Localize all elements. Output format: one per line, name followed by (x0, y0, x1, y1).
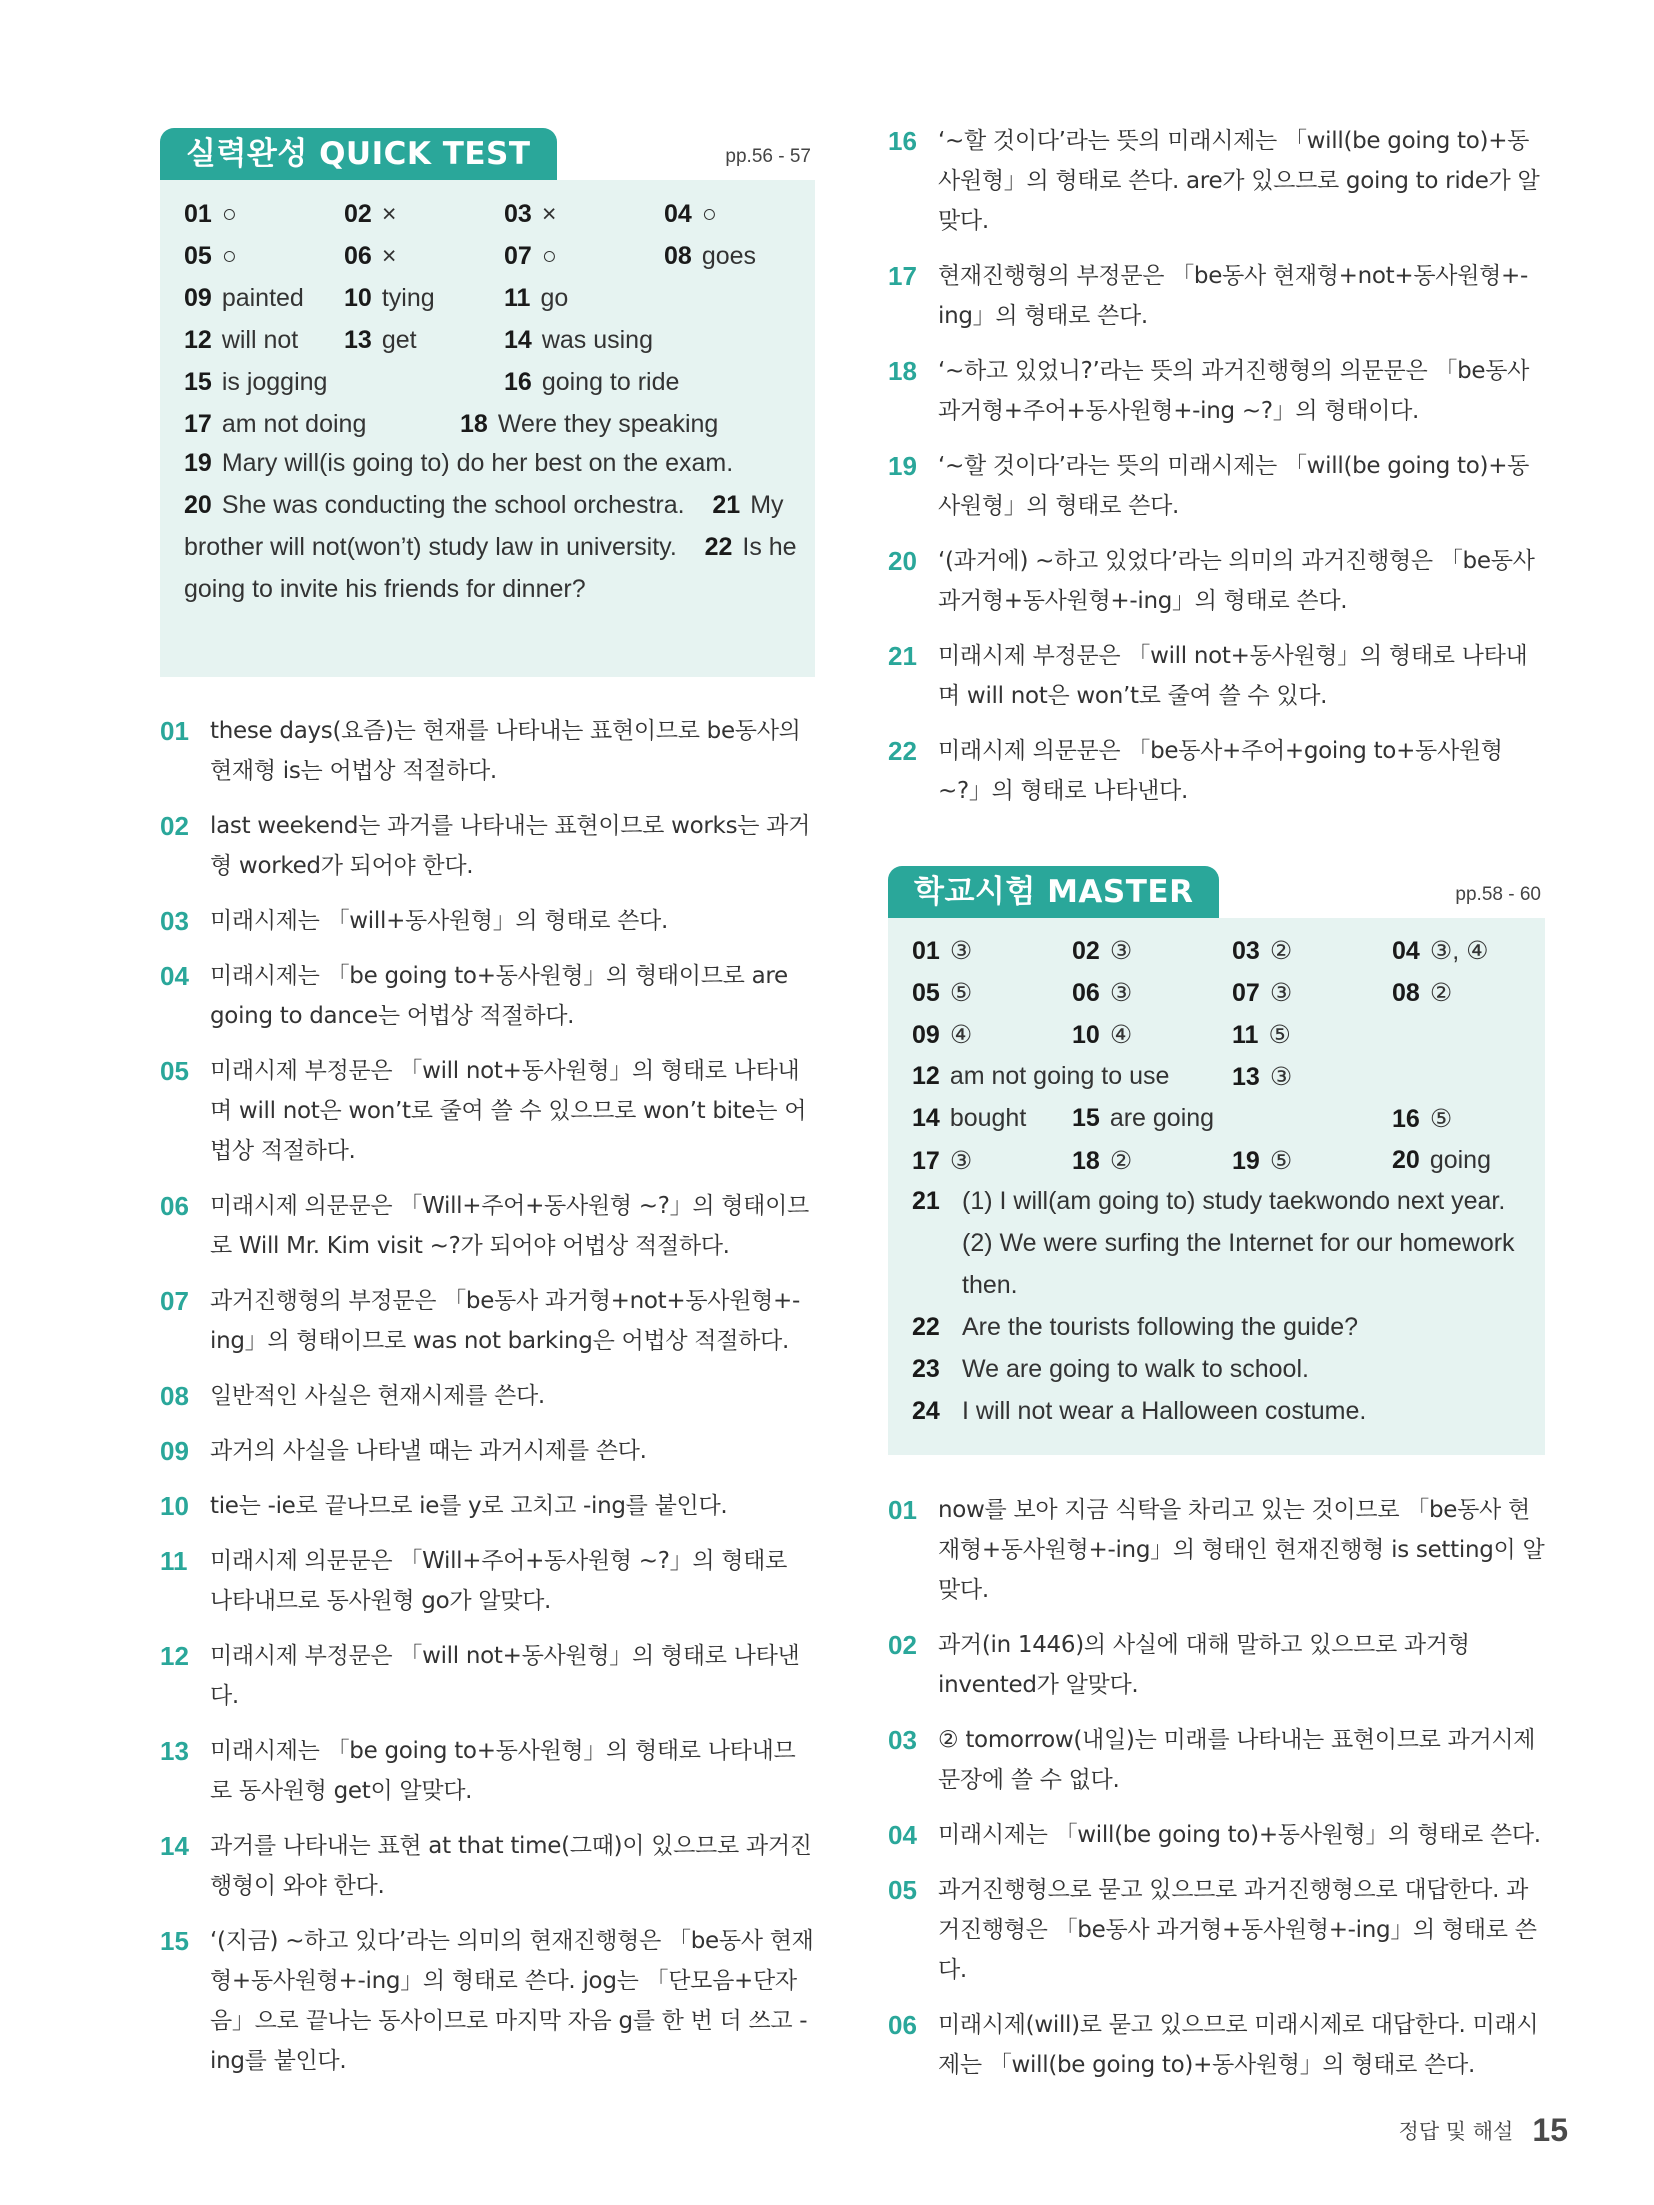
school-master-title: 학교시험 MASTER (888, 866, 1219, 918)
page-number: 15 (1532, 2112, 1568, 2148)
school-master-answer-box (888, 918, 1545, 1455)
answer-item: 07 ○ (504, 242, 557, 270)
explanation-item: 13 미래시제는 「be going to+동사원형」의 형태로 나타내므로 동사원형 get이 알맞다. (160, 1736, 796, 1804)
answer-item: 01 ○ (184, 200, 237, 228)
quick-test-explanations (160, 711, 815, 2096)
long-answers (184, 442, 799, 610)
answer-item: 17 am not doing (184, 410, 367, 438)
school-master-header (888, 866, 1545, 918)
answer-item: 12 will not (184, 326, 299, 354)
answer-item: 08 ② (1392, 979, 1453, 1007)
explanation-item: 06 미래시제 의문문은 「Will+주어+동사원형 ~?」의 형태이므로 Will Mr. Kim visit ~?가 되어야 어법상 적절하다. (160, 1191, 809, 1259)
explanation-item: 05 미래시제 부정문은 「will not+동사원형」의 형태로 나타내며 will not은 won’t로 줄여 쓸 수 있으므로 won’t bite는 어법상 적절하다. (160, 1056, 807, 1164)
explanation-item: 20 ‘(과거에) ~하고 있었다’라는 의미의 과거진행형은 「be동사 과거형+동사원형+-ing」의 형태로 쓴다. (888, 546, 1535, 614)
answer-item: 13 ③ (1232, 1063, 1293, 1091)
explanation-item: 14 과거를 나타내는 표현 at that time(그때)이 있으므로 과거진행형이 와야 한다. (160, 1831, 812, 1899)
explanation-item: 01 now를 보아 지금 식탁을 차리고 있는 것이므로 「be동사 현재형+동사원형+-ing」의 형태인 현재진행형 is setting이 알맞다. (888, 1495, 1545, 1603)
quick-test-pages: pp.56 - 57 (725, 146, 811, 167)
explanation-item: 03 ② tomorrow(내일)는 미래를 나타내는 표현이므로 과거시제 문장에 쓸 수 없다. (888, 1725, 1536, 1793)
explanation-item: 19 ‘~할 것이다’라는 뜻의 미래시제는 「will(be going to)+동사원형」의 형태로 쓴다. (888, 451, 1530, 519)
answer-item: 09 ④ (912, 1021, 973, 1049)
explanation-item: 17 현재진행형의 부정문은 「be동사 현재형+not+동사원형+-ing」의 형태로 쓴다. (888, 261, 1529, 329)
quick-test-title: 실력완성 QUICK TEST (160, 128, 557, 180)
explanation-item: 04 미래시제는 「will(be going to)+동사원형」의 형태로 쓴다. (888, 1820, 1541, 1850)
quick-test-explanations-continued (888, 121, 1545, 826)
explanation-item: 11 미래시제 의문문은 「Will+주어+동사원형 ~?」의 형태로 나타내므로 동사원형 go가 알맞다. (160, 1546, 787, 1614)
explanation-item: 10 tie는 -ie로 끝나므로 ie를 y로 고치고 -ing를 붙인다. (160, 1491, 728, 1521)
explanation-item: 04 미래시제는 「be going to+동사원형」의 형태이므로 are going to dance는 어법상 적절하다. (160, 961, 788, 1029)
answer-item: 01 ③ (912, 937, 973, 965)
quick-test-answer-box (160, 180, 815, 677)
answer-item: 20 going (1392, 1146, 1491, 1174)
answer-item: 24 I will not wear a Halloween costume. (912, 1397, 1367, 1425)
answer-item: 22 Are the tourists following the guide? (912, 1313, 1359, 1341)
answer-item: 21 (1) I will(am going to) study taekwondo next year. (2) We were surfing the Internet for our homework then. (912, 1187, 1515, 1299)
explanation-item: 22 미래시제 의문문은 「be동사+주어+going to+동사원형 ~?」의 형태로 나타낸다. (888, 736, 1503, 804)
answer-item: 20 She was conducting the school orchestra. (184, 491, 685, 519)
answer-item: 07 ③ (1232, 979, 1293, 1007)
explanation-item: 08 일반적인 사실은 현재시제를 쓴다. (160, 1381, 545, 1411)
answer-item: 11 ⑤ (1232, 1021, 1291, 1049)
explanation-item: 07 과거진행형의 부정문은 「be동사 과거형+not+동사원형+-ing」의 형태이므로 was not barking은 어법상 적절하다. (160, 1286, 801, 1354)
answer-item: 22 Is he going to invite his friends for dinner? (184, 533, 797, 603)
school-master-explanations (888, 1490, 1545, 2100)
answer-item: 18 ② (1072, 1147, 1133, 1175)
explanation-item: 12 미래시제 부정문은 「will not+동사원형」의 형태로 나타낸다. (160, 1641, 800, 1709)
explanation-item: 03 미래시제는 「will+동사원형」의 형태로 쓴다. (160, 906, 668, 936)
answer-item: 19 Mary will(is going to) do her best on the exam. (184, 449, 734, 477)
answer-item: 04 ○ (664, 200, 717, 228)
long-answers (912, 1180, 1529, 1432)
answer-item: 14 bought (912, 1104, 1027, 1132)
explanation-item: 05 과거진행형으로 묻고 있으므로 과거진행형으로 대답한다. 과거진행형은 「be동사 과거형+동사원형+-ing」의 형태로 쓴다. (888, 1875, 1537, 1983)
answer-item: 16 ⑤ (1392, 1105, 1453, 1133)
answer-item: 18 Were they speaking (460, 410, 719, 438)
answer-item: 14 was using (504, 326, 653, 354)
answer-item: 03 ② (1232, 937, 1293, 965)
school-master-pages: pp.58 - 60 (1455, 884, 1541, 905)
answer-item: 05 ○ (184, 242, 237, 270)
answer-item: 11 go (504, 284, 569, 312)
answer-item: 08 goes (664, 242, 757, 270)
answer-item: 10 ④ (1072, 1021, 1133, 1049)
answer-item: 23 We are going to walk to school. (912, 1355, 1309, 1383)
explanation-item: 02 과거(in 1446)의 사실에 대해 말하고 있으므로 과거형 invented가 알맞다. (888, 1630, 1470, 1698)
answer-item: 09 painted (184, 284, 304, 312)
answer-item: 12 am not going to use (912, 1062, 1170, 1090)
answer-item: 16 going to ride (504, 368, 680, 396)
explanation-item: 21 미래시제 부정문은 「will not+동사원형」의 형태로 나타내며 will not은 won’t로 줄여 쓸 수 있다. (888, 641, 1528, 709)
explanation-item: 15 ‘(지금) ~하고 있다’라는 의미의 현재진행형은 「be동사 현재형+동사원형+-ing」의 형태로 쓴다. jog는 「단모음+단자음」으로 끝나는 동사이므로 마지막 자음 g를 한 번 더 쓰고 -ing를 붙인다. (160, 1926, 814, 2074)
answer-item: 02 × (344, 200, 397, 228)
answer-item: 05 ⑤ (912, 979, 973, 1007)
explanation-item: 06 미래시제(will)로 묻고 있으므로 미래시제로 대답한다. 미래시제는 「will(be going to)+동사원형」의 형태로 쓴다. (888, 2010, 1539, 2078)
answer-item: 06 × (344, 242, 397, 270)
explanation-item: 16 ‘~할 것이다’라는 뜻의 미래시제는 「will(be going to)+동사원형」의 형태로 쓴다. are가 있으므로 going to ride가 알맞다. (888, 126, 1540, 234)
answer-item: 15 is jogging (184, 368, 328, 396)
footer-label: 정답 및 해설 (1398, 2119, 1514, 2144)
answer-item: 17 ③ (912, 1147, 973, 1175)
answer-item: 21 My brother will not(won’t) study law in university. (184, 491, 784, 561)
answer-item: 03 × (504, 200, 557, 228)
answer-item: 06 ③ (1072, 979, 1133, 1007)
answer-item: 13 get (344, 326, 417, 354)
answer-item: 10 tying (344, 284, 435, 312)
answer-item: 04 ③, ④ (1392, 937, 1489, 965)
explanation-item: 02 last weekend는 과거를 나타내는 표현이므로 works는 과거형 worked가 되어야 한다. (160, 811, 811, 879)
explanation-item: 18 ‘~하고 있었니?’라는 뜻의 과거진행형의 의문문은 「be동사 과거형+주어+동사원형+-ing ~?」의 형태이다. (888, 356, 1530, 424)
answer-item: 19 ⑤ (1232, 1147, 1293, 1175)
answer-item: 02 ③ (1072, 937, 1133, 965)
answer-item: 15 are going (1072, 1104, 1215, 1132)
page-footer (1399, 2112, 1568, 2149)
quick-test-header (160, 128, 815, 180)
explanation-item: 01 these days(요즘)는 현재를 나타내는 표현이므로 be동사의 현재형 is는 어법상 적절하다. (160, 716, 801, 784)
explanation-item: 09 과거의 사실을 나타낼 때는 과거시제를 쓴다. (160, 1436, 647, 1466)
